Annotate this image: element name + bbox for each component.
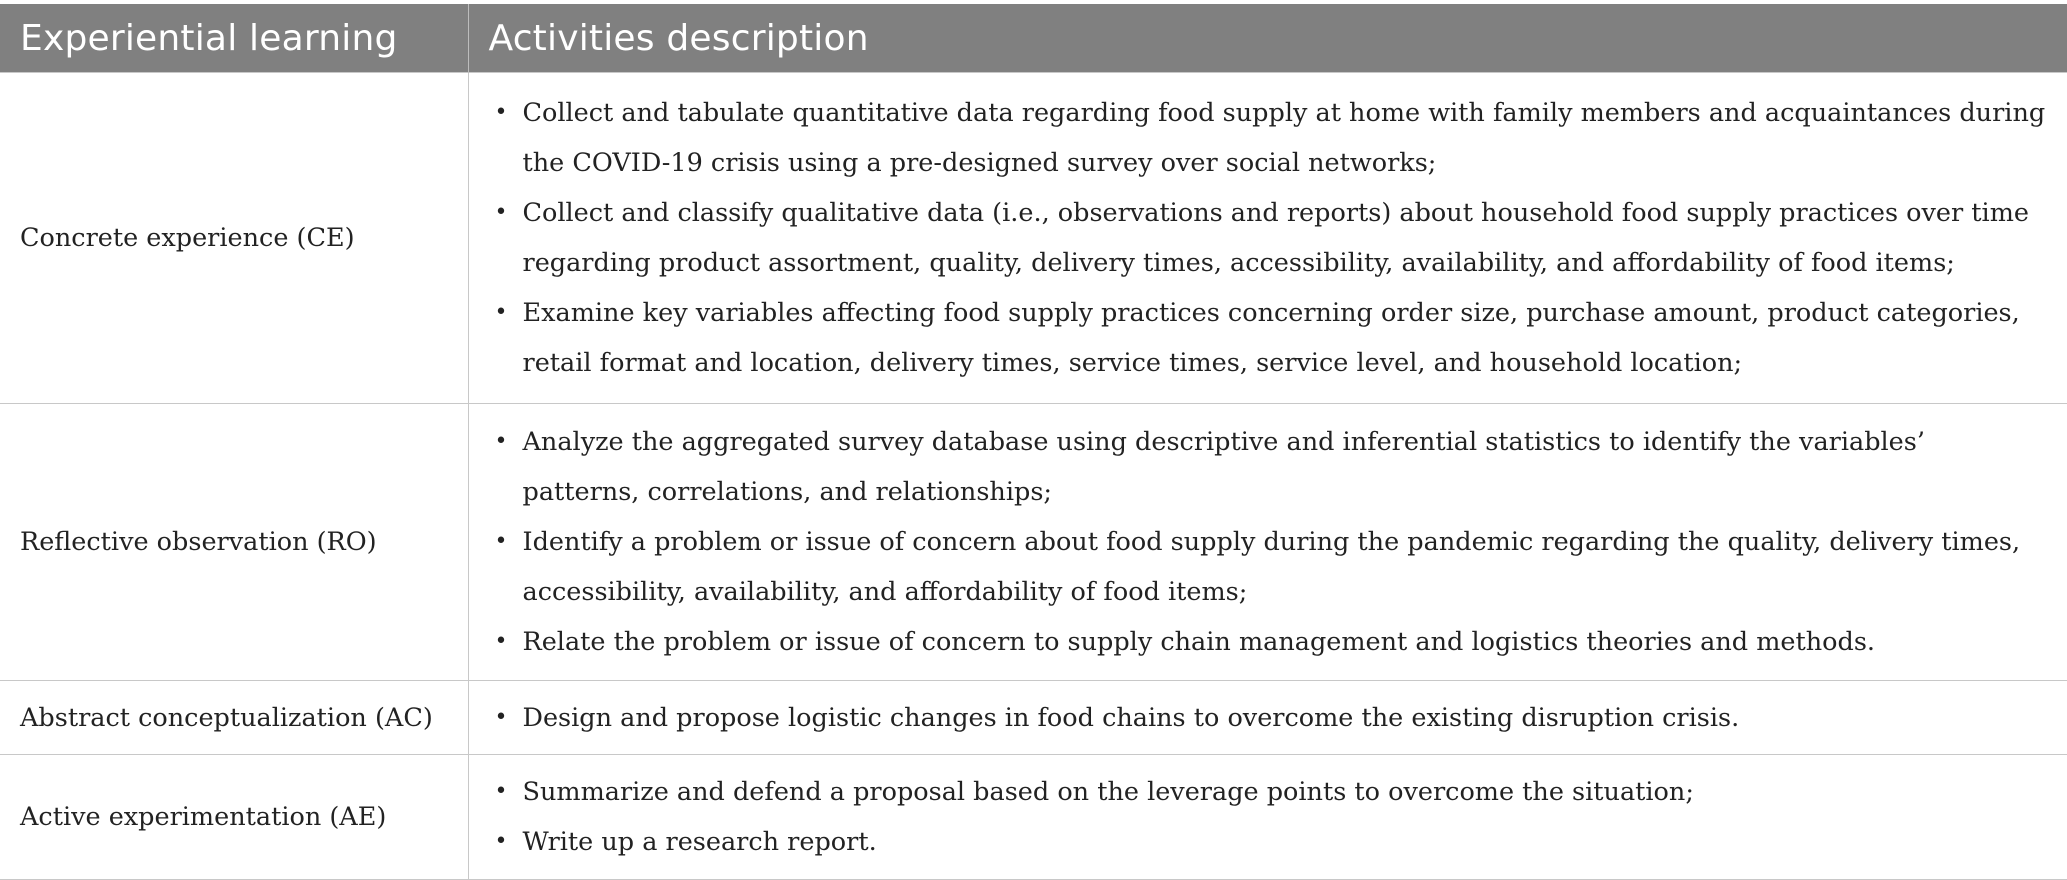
activity-item [489,767,2048,817]
table-row-active-experimentation [0,755,2067,880]
experiential-learning-table [0,4,2067,880]
stage-cell: Active experimentation (AE) [0,755,468,880]
activities-cell [468,73,2067,404]
activity-item [489,817,2048,867]
column-header-experiential-learning: Experiential learning [0,4,468,73]
activity-item [489,693,2048,743]
table-header [0,4,2067,73]
activity-text: Collect and tabulate quantitative data regarding food supply at home with family members and acquaintances during the COVID-19 crisis using a pre-designed survey over social networks; [522,98,2046,178]
bullet-icon: • [494,300,508,325]
activity-item [489,517,2048,617]
activity-text: Identify a problem or issue of concern about food supply during the pandemic regarding the quality, delivery times, accessibility, availability, and affordability of food items; [522,527,2021,607]
activity-item [489,617,2048,667]
table-body [0,73,2067,880]
activity-text: Relate the problem or issue of concern to supply chain management and logistics theories and methods. [522,627,1876,657]
stage-cell: Abstract conceptualization (AC) [0,681,468,755]
activity-item [489,288,2048,388]
activities-list [489,417,2048,667]
header-row [0,4,2067,73]
activity-text: Examine key variables affecting food supply practices concerning order size, purchase amount, product categories, retail format and location, delivery times, service times, service level, and household location; [522,298,2020,378]
activities-list [489,88,2048,388]
table-row-concrete-experience [0,73,2067,404]
activity-text: Design and propose logistic changes in food chains to overcome the existing disruption crisis. [522,702,1740,733]
bullet-icon: • [494,100,508,125]
activity-text: Write up a research report. [522,827,877,857]
activity-text: Collect and classify qualitative data (i.e., observations and reports) about household food supply practices over time regarding product assortment, quality, delivery times, accessibility, availability, and affordability of food items; [522,198,2029,278]
activities-cell [468,404,2067,681]
bullet-icon: • [494,829,508,854]
stage-cell: Reflective observation (RO) [0,404,468,681]
bullet-icon: • [494,779,508,804]
activities-cell [468,755,2067,880]
column-header-activities-description: Activities description [468,4,2067,73]
experiential-learning-table-container [0,4,2067,880]
bullet-icon: • [494,704,508,730]
activity-item [489,417,2048,517]
bullet-icon: • [494,429,508,454]
table-row-reflective-observation [0,404,2067,681]
activities-list [489,767,2048,867]
bullet-icon: • [494,200,508,225]
activity-item [489,88,2048,188]
stage-cell: Concrete experience (CE) [0,73,468,404]
activity-item [489,188,2048,288]
activities-cell [468,681,2067,755]
bullet-icon: • [494,629,508,654]
activity-text: Summarize and defend a proposal based on the leverage points to overcome the situation; [522,777,1694,807]
activities-list [489,693,2048,743]
table-row-abstract-conceptualization [0,681,2067,755]
bullet-icon: • [494,529,508,554]
activity-text: Analyze the aggregated survey database using descriptive and inferential statistics to identify the variables’ patterns, correlations, and relationships; [522,427,1925,507]
